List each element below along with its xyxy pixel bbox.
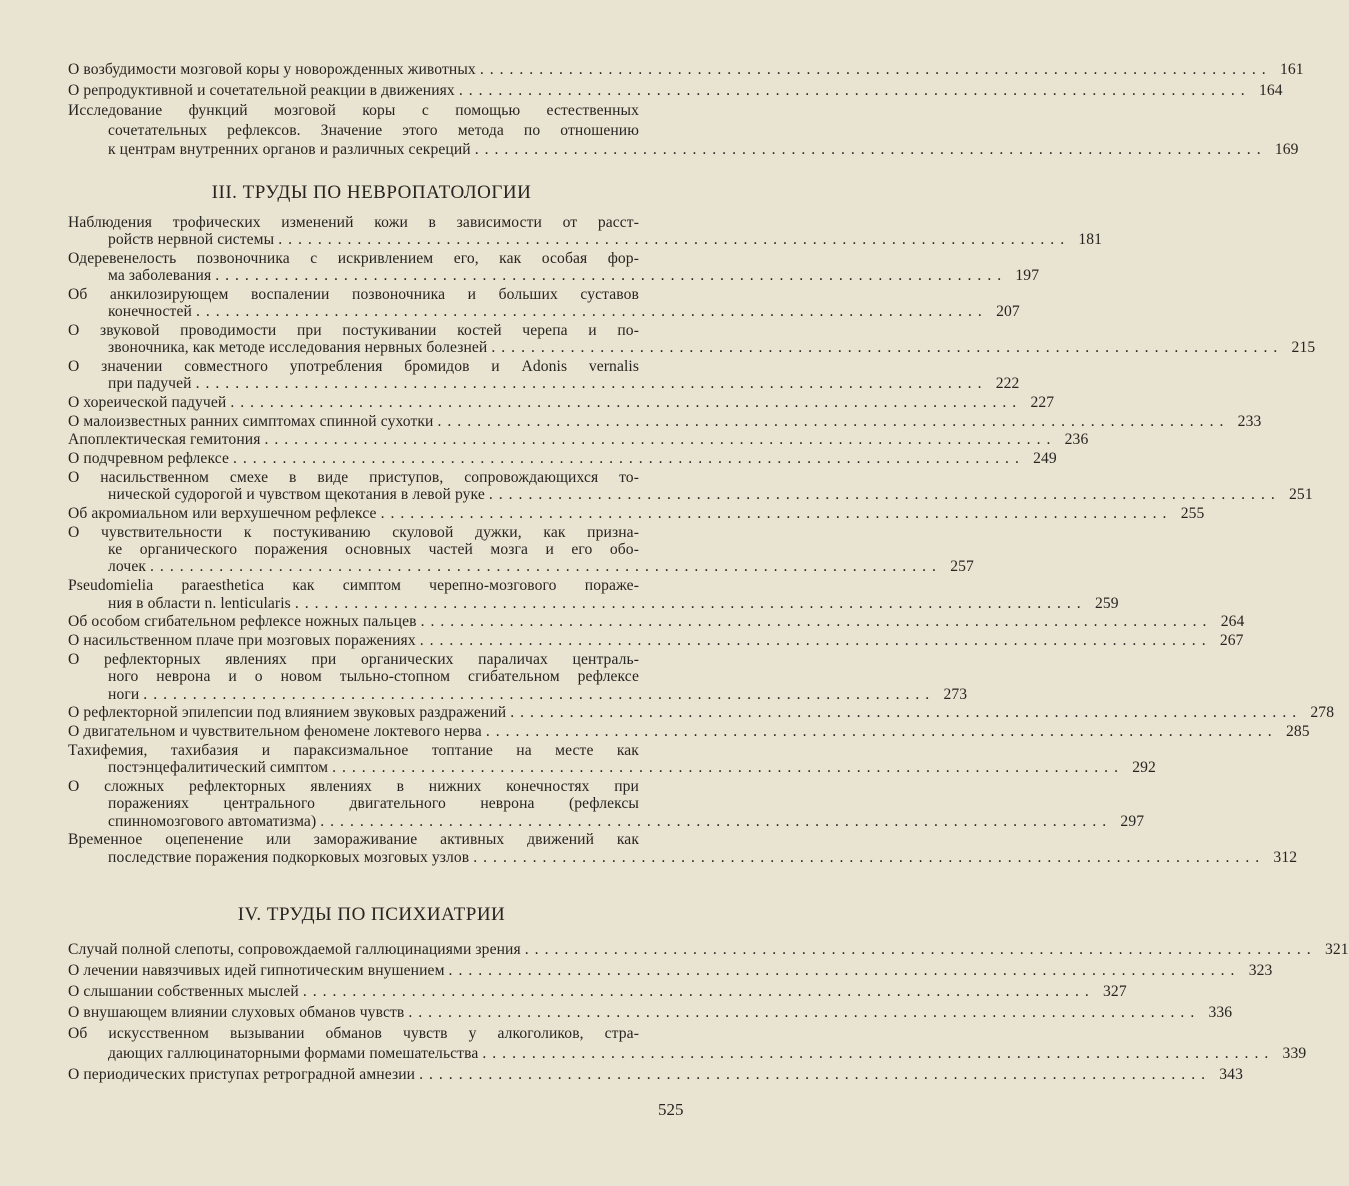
page-number: 525 — [658, 1100, 684, 1119]
toc-entry-text: постэнцефалитический симптом — [108, 759, 329, 777]
toc-entry-line — [68, 831, 675, 848]
toc-entry — [68, 394, 1055, 412]
dot-leader: ................................................................................ — [458, 81, 1251, 99]
toc-page-number: 259 — [1095, 594, 1119, 612]
toc-entry — [68, 940, 1349, 960]
dot-leader: ................................................................................ — [479, 61, 1272, 78]
toc-entry — [68, 704, 1335, 722]
toc-entry — [68, 523, 974, 576]
toc-entry-text: Наблюдения трофических изменений кожи в зависимости от расст- — [68, 213, 639, 231]
toc-entry — [68, 412, 1262, 430]
toc-entry-text: О лечении навязчивых идей гипнотическим внушением — [68, 962, 445, 980]
toc-entry-text: О насильственном смехе в виде приступов, сопровождающихся то- — [68, 468, 639, 486]
toc-entry — [68, 249, 1040, 285]
toc-entry-line — [68, 1024, 675, 1044]
toc-page-number: 169 — [1274, 141, 1299, 158]
toc-entry-text: О подчревном рефлексе — [68, 450, 229, 468]
dot-leader: ................................................................................ — [510, 704, 1303, 722]
toc-entry — [68, 1024, 1307, 1064]
toc-entry-text: ноги — [108, 685, 140, 703]
toc-page-number: 267 — [1219, 632, 1244, 649]
toc-entry-line — [68, 722, 1310, 740]
section-heading-neuropathology: III. ТРУДЫ ПО НЕВРОПАТОЛОГИИ — [211, 181, 532, 203]
dot-leader: ................................................................................ — [380, 504, 1173, 522]
toc-entry-line — [68, 450, 1057, 468]
toc-entry-line — [68, 486, 1313, 504]
toc-page-number: 292 — [1132, 759, 1156, 777]
toc-entry — [68, 321, 1316, 357]
toc-entry-line — [68, 121, 675, 141]
toc-entry-text: О малоизвестных ранних симптомах спинной сухотки — [68, 412, 434, 430]
toc-entry-line — [68, 303, 1020, 321]
toc-entry-text: лочек — [108, 558, 147, 576]
toc-section-continued — [68, 60, 1304, 160]
toc-entry-line — [68, 286, 675, 303]
toc-entry-line — [68, 1044, 1307, 1064]
toc-page-number: 215 — [1291, 339, 1316, 357]
toc-page-number: 273 — [943, 685, 968, 703]
toc-entry — [68, 831, 1298, 866]
dot-leader: ................................................................................ — [419, 632, 1212, 649]
toc-entry — [68, 81, 1283, 101]
toc-entry-text: О хореической падучей — [68, 394, 227, 412]
toc-entry-text: Об искусственном вызывании обманов чувств у алкоголиков, стра- — [68, 1025, 639, 1043]
toc-entry-line — [68, 541, 675, 558]
dot-leader: ................................................................................ — [320, 812, 1113, 830]
toc-entry-text: Временное оцепенение или замораживание активных движений как — [68, 831, 639, 849]
toc-entry-line — [68, 358, 675, 375]
toc-entry-text: О внушающем влиянии слуховых обманов чувств — [68, 1004, 405, 1022]
toc-entry-text: О двигательном и чувствительном феномене локтевого нерва — [68, 722, 482, 740]
toc-entry-line — [68, 230, 1103, 248]
dot-leader: ................................................................................ — [473, 848, 1266, 866]
toc-entry-line — [68, 267, 1040, 285]
toc-entry-text: сочетательных рефлексов. Значение этого метода по отношению — [108, 121, 639, 139]
dot-leader: ................................................................................ — [294, 594, 1087, 612]
toc-entry-text: поражениях центрального двигательного неврона (рефлексы — [108, 795, 639, 813]
toc-entry — [68, 741, 1156, 777]
toc-entry-line — [68, 685, 968, 703]
dot-leader: ................................................................................ — [195, 375, 988, 393]
toc-page-number: 343 — [1219, 1066, 1243, 1084]
section-heading-psychiatry: IV. ТРУДЫ ПО ПСИХИАТРИИ — [237, 904, 506, 926]
dot-leader: ................................................................................ — [264, 431, 1057, 449]
toc-entry-text: Апоплектическая гемитония — [68, 431, 261, 449]
toc-entry-line — [68, 632, 1244, 649]
toc-entry-line — [68, 375, 1020, 393]
toc-page-number: 285 — [1285, 722, 1310, 740]
toc-section-psychiatry — [68, 940, 1349, 1085]
toc-entry — [68, 722, 1310, 740]
toc-page-number: 264 — [1220, 613, 1245, 631]
toc-entry-text: Одеревенелость позвоночника с искривлением его, как особая фор- — [68, 249, 639, 267]
dot-leader: ................................................................................ — [482, 1045, 1275, 1063]
toc-entry-text: О значении совместного употребления бромидов и Adonis vernalis — [68, 357, 639, 375]
toc-entry-line — [68, 812, 1145, 830]
toc-entry — [68, 1065, 1243, 1085]
toc-entry — [68, 1003, 1233, 1023]
dot-leader: ................................................................................ — [278, 230, 1071, 248]
toc-entry — [68, 961, 1273, 981]
toc-page-number: 255 — [1180, 504, 1205, 522]
toc-section-neuropathology — [68, 213, 1335, 867]
toc-entry — [68, 101, 1299, 160]
toc-page-number: 323 — [1248, 962, 1273, 980]
toc-entry-line — [68, 431, 1089, 449]
toc-entry-line — [68, 250, 675, 267]
toc-entry-line — [68, 469, 675, 486]
toc-entry-text: О чувствительности к постукиванию скуловой дужки, как призна- — [68, 523, 639, 541]
toc-page-number: 236 — [1064, 431, 1089, 449]
toc-page-number: 197 — [1015, 267, 1040, 285]
dot-leader: ................................................................................ — [437, 412, 1230, 430]
toc-entry-text: Об акромиальном или верхушечном рефлексе — [68, 504, 377, 522]
toc-page-number: 251 — [1289, 486, 1313, 504]
toc-entry-text: конечностей — [108, 303, 192, 321]
toc-page-number: 257 — [950, 558, 974, 576]
toc-entry-line — [68, 594, 1119, 612]
toc-entry-text: О слышании собственных мыслей — [68, 983, 299, 1001]
toc-entry-line — [68, 848, 1298, 866]
toc-entry-text: звоночника, как методе исследования нервных болезней — [108, 339, 488, 357]
toc-entry-line — [68, 1003, 1233, 1023]
toc-page-number: 161 — [1279, 61, 1304, 78]
toc-entry-line — [68, 613, 1245, 631]
toc-entry — [68, 504, 1205, 522]
dot-leader: ................................................................................ — [215, 267, 1008, 285]
toc-entry — [68, 285, 1020, 321]
toc-entry-text: О периодических приступах ретроградной амнезии — [68, 1066, 416, 1084]
toc-page-number: 339 — [1282, 1045, 1307, 1063]
toc-entry-line — [68, 101, 675, 121]
toc-page-number: 222 — [995, 375, 1020, 393]
toc-page-number: 249 — [1033, 450, 1057, 468]
dot-leader: ................................................................................ — [419, 1066, 1211, 1084]
toc-page-number: 181 — [1078, 230, 1103, 248]
dot-leader: ................................................................................ — [408, 1004, 1201, 1022]
toc-entry-line — [68, 140, 1299, 160]
toc-entry — [68, 982, 1127, 1002]
toc-entry-text: при падучей — [108, 375, 192, 393]
dot-leader: ................................................................................ — [491, 339, 1284, 357]
toc-page-number: 164 — [1259, 81, 1283, 99]
toc-entry — [68, 431, 1089, 449]
toc-entry-text: Об особом сгибательном рефлексе ножных пальцев — [68, 613, 417, 631]
toc-page-number: 278 — [1310, 704, 1335, 722]
toc-entry-text: ма заболевания — [108, 267, 212, 285]
toc-page-number: 321 — [1324, 941, 1349, 959]
toc-page-number: 312 — [1273, 848, 1298, 866]
toc-entry — [68, 357, 1020, 393]
toc-entry-text: О звуковой проводимости при постукивании костей черепа и по- — [68, 321, 639, 339]
toc-entry-text: к центрам внутренних органов и различных секреций — [108, 141, 471, 158]
toc-entry-line — [68, 668, 675, 685]
toc-entry-line — [68, 339, 1316, 357]
toc-entry-line — [68, 214, 675, 231]
dot-leader: ................................................................................ — [448, 962, 1241, 980]
toc-page-number: 327 — [1103, 983, 1127, 1001]
dot-leader: ................................................................................ — [420, 613, 1213, 631]
toc-entry-text: О насильственном плаче при мозговых поражениях — [68, 632, 416, 649]
toc-entry-text: спинномозгового автоматизма) — [108, 812, 317, 830]
dot-leader: ................................................................................ — [474, 141, 1267, 158]
toc-entry-text: ройств нервной системы — [108, 230, 275, 248]
toc-entry-text: нической судорогой и чувством щекотания в левой руке — [108, 486, 485, 504]
toc-entry — [68, 468, 1313, 504]
dot-leader: ................................................................................ — [302, 983, 1095, 1001]
toc-entry-text: Тахифемия, тахибазия и параксизмальное топтание на месте как — [68, 741, 639, 759]
toc-page-number: 227 — [1030, 394, 1055, 412]
toc-entry-line — [68, 577, 675, 594]
toc-entry-text: Исследование функций мозговой коры с помощью естественных — [68, 102, 639, 119]
toc-entry-text: О сложных рефлекторных явлениях в нижних конечностях при — [68, 777, 639, 795]
toc-entry — [68, 577, 1119, 612]
toc-page-number: 336 — [1208, 1004, 1233, 1022]
toc-entry-line — [68, 961, 1273, 981]
toc-entry-line — [68, 504, 1205, 522]
toc-entry-line — [68, 412, 1262, 430]
toc-entry-line — [68, 982, 1127, 1002]
toc-entry-line — [68, 759, 1156, 777]
dot-leader: ................................................................................ — [195, 303, 988, 321]
toc-entry-text: ния в области n. lenticularis — [108, 594, 291, 612]
toc-entry — [68, 213, 1103, 249]
dot-leader: ................................................................................ — [150, 558, 942, 576]
dot-leader: ................................................................................ — [485, 722, 1278, 740]
toc-entry — [68, 777, 1145, 830]
toc-entry-line — [68, 704, 1335, 722]
toc-entry-line — [68, 558, 974, 576]
dot-leader: ................................................................................ — [143, 685, 936, 703]
toc-entry-line — [68, 940, 1349, 960]
toc-entry-text: О репродуктивной и сочетательной реакции в движениях — [68, 81, 455, 99]
toc-entry-text: Pseudomielia paraesthetica как симптом черепно-мозгового пораже- — [68, 577, 639, 595]
toc-entry — [68, 450, 1057, 468]
dot-leader: ................................................................................ — [488, 486, 1281, 504]
toc-entry-line — [68, 394, 1055, 412]
toc-entry-text: последствие поражения подкорковых мозговых узлов — [108, 848, 470, 866]
toc-page-number: 297 — [1120, 812, 1145, 830]
toc-entry-line — [68, 60, 1304, 80]
toc-entry-text: О рефлекторных явлениях при органических параличах централь- — [68, 650, 639, 668]
toc-entry-text: О возбудимости мозговой коры у новорожденных животных — [68, 61, 476, 78]
toc-entry — [68, 650, 968, 703]
toc-entry-line — [68, 742, 675, 759]
toc-entry-line — [68, 651, 675, 668]
toc-entry — [68, 632, 1244, 649]
toc-entry — [68, 60, 1304, 80]
toc-entry-text: Случай полной слепоты, сопровождаемой галлюцинациями зрения — [68, 941, 521, 959]
toc-entry-line — [68, 795, 675, 812]
table-of-contents — [68, 60, 1349, 1086]
toc-entry-text: ного неврона и о новом тыльно-стопном сгибательном рефлексе — [108, 668, 639, 686]
toc-entry-text: Об анкилозирующем воспалении позвоночника и больших суставов — [68, 285, 639, 303]
toc-page-number: 207 — [996, 303, 1020, 321]
toc-entry-line — [68, 1065, 1243, 1085]
toc-entry-text: ке органического поражения основных частей мозга и его обо- — [108, 541, 639, 559]
toc-entry — [68, 613, 1245, 631]
toc-page-number: 233 — [1237, 412, 1262, 430]
toc-entry-line — [68, 778, 675, 795]
dot-leader: ................................................................................ — [230, 394, 1023, 412]
toc-entry-text: дающих галлюцинаторными формами помешательства — [108, 1045, 479, 1063]
toc-entry-line — [68, 524, 675, 541]
dot-leader: ................................................................................ — [332, 759, 1124, 777]
toc-entry-line — [68, 322, 675, 339]
toc-entry-line — [68, 81, 1283, 101]
dot-leader: ................................................................................ — [524, 941, 1317, 959]
dot-leader: ................................................................................ — [232, 450, 1025, 468]
toc-entry-text: О рефлекторной эпилепсии под влиянием звуковых раздражений — [68, 704, 507, 722]
